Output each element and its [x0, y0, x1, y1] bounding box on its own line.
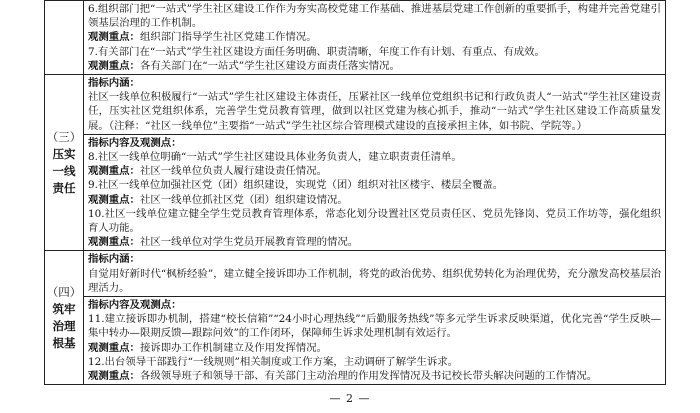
document-page: [44, 0, 666, 385]
observation-text: 各级领导班子和领导干部、有关部门主动治理的作用发挥情况及书记校长带头解决问题的工作情况。: [139, 370, 598, 383]
item-8-text: 8.社区一线单位明确“一站式”学生社区建设具体业务负责人，建立职责责任清单。: [88, 151, 462, 164]
section-4-content: [84, 251, 666, 385]
section-4-title-line-3: 根基: [52, 335, 76, 350]
observation-label: 观测重点：: [88, 341, 140, 354]
indicator-label: 指标内涵：: [88, 77, 140, 90]
item-9-observation: [88, 193, 661, 207]
item-11-text: 11.建立接诉即办机制，搭建“校长信箱”“24小时心理热线”“后勤服务热线”等多元学生诉求反映渠道，优化完善“学生反映—集中转办—限期反馈—跟踪问效”的工作闭环，保障师生诉求处理机制有效运行。: [88, 313, 661, 340]
observation-text: 各有关部门在“一站式”学生社区建设方面责任落实情况。: [139, 59, 400, 72]
section-3-header: [45, 75, 84, 251]
item-6-observation: [88, 30, 661, 44]
item-7-text: 7.有关部门在“一站式”学生社区建设方面任务明确、职责清晰，年度工作有计划、有重点、有成效。: [88, 45, 545, 58]
items-label: 指标内容及观测点：: [88, 136, 182, 149]
section-3-indicator-block: [84, 75, 665, 135]
section-3-items-block: [84, 135, 665, 251]
indicator-label: 指标内涵：: [88, 253, 140, 266]
items-label: 指标内容及观测点：: [88, 299, 182, 312]
item-12-observation: [88, 369, 661, 383]
section-3-number: （三）: [46, 129, 82, 144]
section-4-items-block: [84, 297, 665, 384]
section-4-header: [45, 251, 84, 385]
table-row-section-3: [45, 75, 666, 251]
section-3-title-line-3: 责任: [52, 180, 76, 195]
section-4-title-line-2: 治理: [52, 318, 76, 333]
item-9-text: 9.社区一线单位加强社区党（团）组织建设，实现党（团）组织对社区楼宇、楼层全覆盖。: [88, 179, 504, 192]
item-10-text: 10.社区一线单位建立健全学生党员教育管理体系，常态化划分设置社区党员责任区、党员先锋岗、党员工作坊等，强化组织育人功能。: [88, 207, 661, 235]
item-12-text: 12.出台领导干部践行“一线规则”相关制度或工作方案，主动调研了解学生诉求。: [88, 355, 459, 368]
observation-text: 社区一线单位负责人履行建设责任情况。: [139, 165, 327, 178]
item-6-text: 6.组织部门把“一站式”学生社区建设工作作为夯实高校党建工作基础、推进基层党建工作创新的重要抓手，构建并完善党建引领基层治理的工作机制。: [88, 3, 661, 30]
observation-text: 社区一线单位抓社区党（团）组织建设情况。: [139, 193, 348, 206]
section-3-title-line-1: 压实: [52, 146, 76, 161]
page-number: — 2 —: [329, 392, 371, 405]
indicator-text: 自觉用好新时代“枫桥经验”，建立健全接诉即办工作机制，将党的政治优势、组织优势转化为治理优势，充分激发高校基层治理活力。: [88, 267, 661, 294]
row-content-continuation: [84, 1, 666, 75]
observation-label: 观测重点：: [88, 59, 140, 72]
item-10-observation: [88, 235, 661, 249]
observation-label: 观测重点：: [88, 31, 140, 44]
observation-label: 观测重点：: [88, 370, 140, 383]
section-3-content: [84, 75, 666, 251]
evaluation-table: [44, 0, 666, 385]
section-4-number: （四）: [46, 284, 82, 299]
observation-label: 观测重点：: [88, 165, 140, 178]
table-row-section-4: [45, 251, 666, 385]
observation-text: 社区一线单位对学生党员开展教育管理的情况。: [139, 236, 359, 249]
observation-text: 组织部门指导学生社区党建工作情况。: [139, 31, 317, 44]
item-11-observation: [88, 341, 661, 355]
item-8-observation: [88, 164, 661, 178]
observation-label: 观测重点：: [88, 236, 140, 249]
indicator-text: 社区一线单位积极履行“一站式”学生社区建设主体责任，压紧社区一线单位党组织书记和行政负责人“一站式”学生社区建设责任，压实社区党组织体系，完善学生党员教育管理，做到以社区党建为核心抓手，推动“一站式”学生社区建设工作高质量发展。（注释：“社区一线单位”主要指“一站式”学生社区综合管理模式建设的直接承担主体，如书院、学院等。）: [88, 91, 661, 132]
section-4-title-line-1: 筑牢: [52, 301, 76, 316]
observation-text: 接诉即办工作机制建立及作用发挥情况。: [139, 341, 327, 354]
section-3-title-line-2: 一线: [52, 163, 76, 178]
observation-label: 观测重点：: [88, 193, 140, 206]
section-4-indicator-block: [84, 251, 665, 297]
row-header-empty: [45, 1, 84, 75]
item-7-observation: [88, 59, 661, 73]
table-row-continuation: [45, 1, 666, 75]
